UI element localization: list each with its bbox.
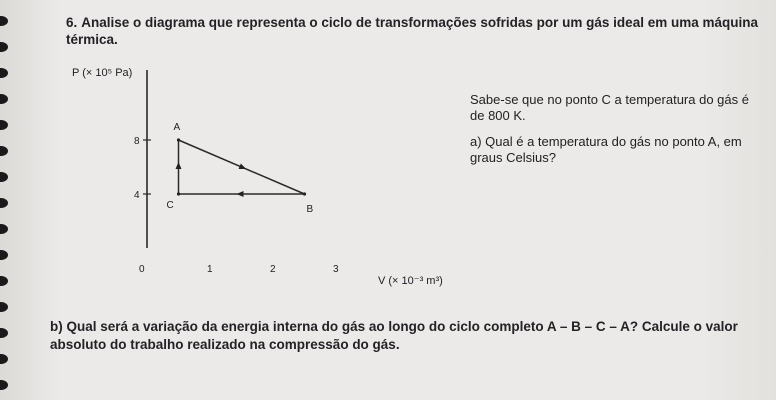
binder-hole	[0, 146, 8, 156]
binder-hole	[0, 302, 8, 312]
binder-holes	[0, 0, 22, 400]
point-label: A	[173, 122, 181, 133]
x-tick-label: 0	[139, 264, 145, 275]
cycle-points	[167, 122, 314, 215]
binder-hole	[0, 16, 8, 26]
binder-hole	[0, 120, 8, 130]
x-tick-label: 1	[207, 264, 213, 275]
point-label: C	[166, 200, 174, 211]
y-tick-label: 4	[134, 190, 140, 201]
question-text: Analise o diagrama que representa o ciclo de transformações sofridas por um gás ideal em uma máquina térmica.	[66, 15, 758, 47]
question-number: 6.	[66, 15, 78, 30]
binder-hole	[0, 68, 8, 78]
cycle-point	[177, 138, 180, 141]
binder-hole	[0, 198, 8, 208]
binder-hole	[0, 354, 8, 364]
binder-hole	[0, 224, 8, 234]
cycle-path	[179, 140, 305, 194]
binder-hole	[0, 250, 8, 260]
binder-hole	[0, 328, 8, 338]
cycle-point	[303, 192, 306, 195]
cycle-point	[177, 192, 180, 195]
y-axis-label: P (× 10⁵ Pa)	[72, 67, 133, 79]
binder-hole	[0, 42, 8, 52]
binder-hole	[0, 94, 8, 104]
pv-diagram	[72, 58, 470, 288]
x-tick-label: 2	[270, 264, 276, 275]
item-a-text: a) Qual é a temperatura do gás no ponto A, em graus Celsius?	[470, 134, 742, 165]
item-b-text: b) Qual será a variação da energia interna do gás ao longo do ciclo completo A – B – C – A? Calcule o valor absoluto do trabalho realizado na compressão do gás.	[50, 319, 738, 352]
question-header	[66, 14, 766, 48]
binder-hole	[0, 276, 8, 286]
binder-hole	[0, 380, 8, 390]
statement-text: Sabe-se que no ponto C a temperatura do gás é de 800 K.	[470, 92, 749, 123]
y-tick-label: 8	[134, 136, 140, 147]
info-panel	[470, 92, 766, 176]
binder-hole	[0, 172, 8, 182]
x-axis-label: V (× 10⁻³ m³)	[378, 275, 443, 287]
point-label: B	[306, 204, 314, 215]
x-tick-label: 3	[333, 264, 339, 275]
